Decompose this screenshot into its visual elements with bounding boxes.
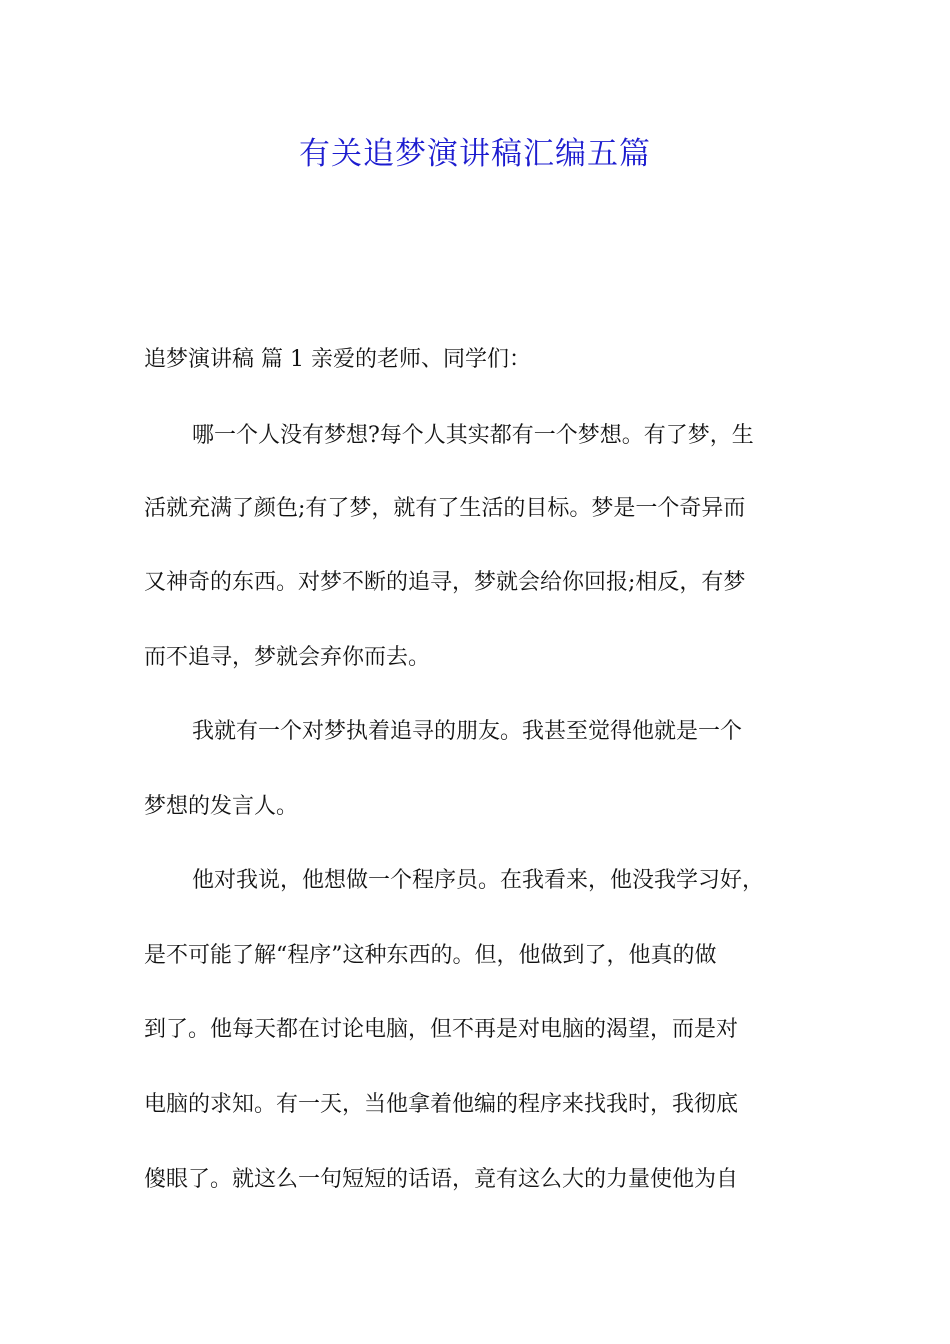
- text-line: 我就有一个对梦执着追寻的朋友。我甚至觉得他就是一个: [192, 719, 743, 744]
- text-line: 是不可能了解“程序”这种东西的。但，他做到了，他真的做: [144, 943, 717, 968]
- text-line: 追梦演讲稿 篇 1 亲爱的老师、同学们：: [144, 347, 531, 372]
- text-line: 他对我说，他想做一个程序员。在我看来，他没我学习好，: [192, 868, 765, 893]
- document-title: 有关追梦演讲稿汇编五篇: [299, 136, 651, 172]
- text-line: 到了。他每天都在讨论电脑，但不再是对电脑的渴望，而是对: [144, 1017, 739, 1042]
- text-line: 电脑的求知。有一天，当他拿着他编的程序来找我时，我彻底: [144, 1092, 739, 1117]
- text-line: 又神奇的东西。对梦不断的追寻，梦就会给你回报;相反，有梦: [144, 570, 746, 595]
- text-line: 而不追寻，梦就会弃你而去。: [144, 645, 431, 670]
- text-line: 活就充满了颜色;有了梦，就有了生活的目标。梦是一个奇异而: [144, 496, 746, 521]
- text-line: 哪一个人没有梦想?每个人其实都有一个梦想。有了梦，生: [192, 423, 754, 448]
- text-line: 傻眼了。就这么一句短短的话语，竟有这么大的力量使他为自: [144, 1167, 739, 1192]
- text-line: 梦想的发言人。: [144, 794, 299, 819]
